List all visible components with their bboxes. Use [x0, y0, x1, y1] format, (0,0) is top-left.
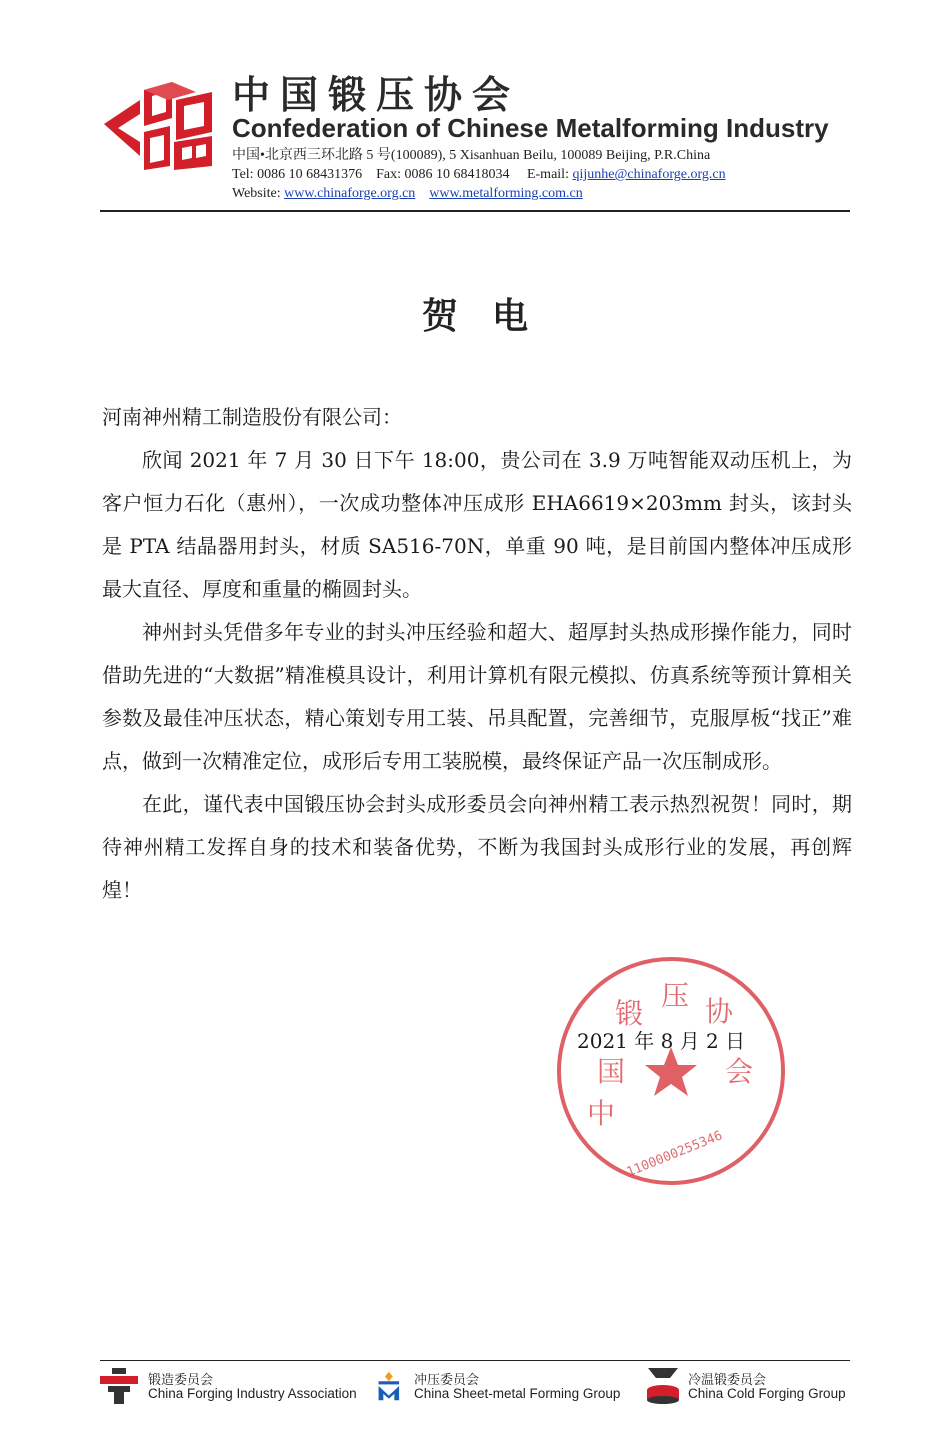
cold-forging-die-icon — [644, 1368, 682, 1404]
official-seal — [553, 953, 789, 1189]
svg-text:会: 会 — [725, 1055, 754, 1088]
website-line — [232, 184, 726, 203]
paragraph-2: 神州封头凭借多年专业的封头冲压经验和超大、超厚封头热成形操作能力，同时借助先进的“大数据”精准模具设计，利用计算机有限元模拟、仿真系统等预计算相关参数及最佳冲压状态，精心策划专用工装、吊具配置，完善细节，克服厚板“找正”难点，做到一次精准定位，成形后专用工装脱模，最终保证产品一次压制成形。 — [102, 620, 852, 773]
email-link[interactable]: qijunhe@chinaforge.org.cn — [572, 167, 726, 182]
org-name-cn: 中国锻压协会 — [232, 73, 521, 117]
cmif-logo-icon — [100, 80, 218, 172]
svg-text:压: 压 — [661, 979, 690, 1012]
footer-forging-en: China Forging Industry Association — [148, 1386, 357, 1401]
footer-cold-forging — [644, 1368, 850, 1408]
svg-text:锻: 锻 — [615, 997, 644, 1030]
email-label: E-mail: — [526, 167, 569, 182]
letter-date: 2021 年 8 月 2 日 — [577, 1029, 746, 1053]
contact-line — [232, 165, 726, 184]
paragraph-1: 欣闻 2021 年 7 月 30 日下午 18:00，贵公司在 3.9 万吨智能双动压机上，为客户恒力石化（惠州），一次成功整体冲压成形 EHA6619×203mm 封头，该封头是 PTA 结晶器用封头，材质 SA516-70N，单重 90 吨，是目前国内整体冲压成形最大直径、厚度和重量的椭圆封头。 — [102, 448, 852, 601]
svg-text:国: 国 — [597, 1055, 626, 1088]
footer-sheet-metal-cn: 冲压委员会 — [414, 1373, 480, 1388]
footer-cold-forging-en: China Cold Forging Group — [688, 1386, 846, 1401]
forging-anvil-icon — [100, 1368, 138, 1404]
website-label: Website: — [232, 186, 281, 201]
fax-label: Fax: — [376, 167, 401, 182]
footer-sheet-metal-en: China Sheet-metal Forming Group — [414, 1386, 621, 1401]
org-name-en: Confederation of Chinese Metalforming Industry — [232, 113, 829, 143]
header-divider — [100, 210, 850, 212]
footer-sheet-metal — [377, 1368, 627, 1408]
paragraph-3: 在此，谨代表中国锻压协会封头成形委员会向神州精工表示热烈祝贺！同时，期待神州精工发挥自身的技术和装备优势，不断为我国封头成形行业的发展，再创辉煌！ — [102, 792, 852, 902]
contact-block — [232, 146, 726, 203]
salutation: 河南神州精工制造股份有限公司： — [102, 405, 402, 429]
svg-text:协: 协 — [705, 995, 734, 1028]
website-link-2[interactable]: www.metalforming.com.cn — [429, 186, 583, 201]
address-line: 中国•北京西三环北路 5 号(100089), 5 Xisanhuan Beilu, 100089 Beijing, P.R.China — [232, 148, 711, 163]
sheet-metal-press-icon — [377, 1368, 407, 1404]
footer-forging — [100, 1368, 360, 1408]
tel-label: Tel: — [232, 167, 254, 182]
svg-text:中: 中 — [587, 1097, 616, 1130]
website-link-1[interactable]: www.chinaforge.org.cn — [284, 186, 416, 201]
footer-divider — [100, 1360, 850, 1361]
letter-body — [102, 396, 852, 912]
footer-forging-cn: 锻造委员会 — [148, 1373, 214, 1388]
fax-number: 0086 10 68418034 — [404, 167, 510, 182]
footer-cold-forging-cn: 冷温锻委员会 — [688, 1373, 767, 1388]
tel-number: 0086 10 68431376 — [257, 167, 363, 182]
letter-title: 贺电 — [421, 296, 562, 337]
svg-text:1100000255346: 1100000255346 — [624, 1128, 725, 1181]
seal-star-icon — [645, 1047, 697, 1096]
